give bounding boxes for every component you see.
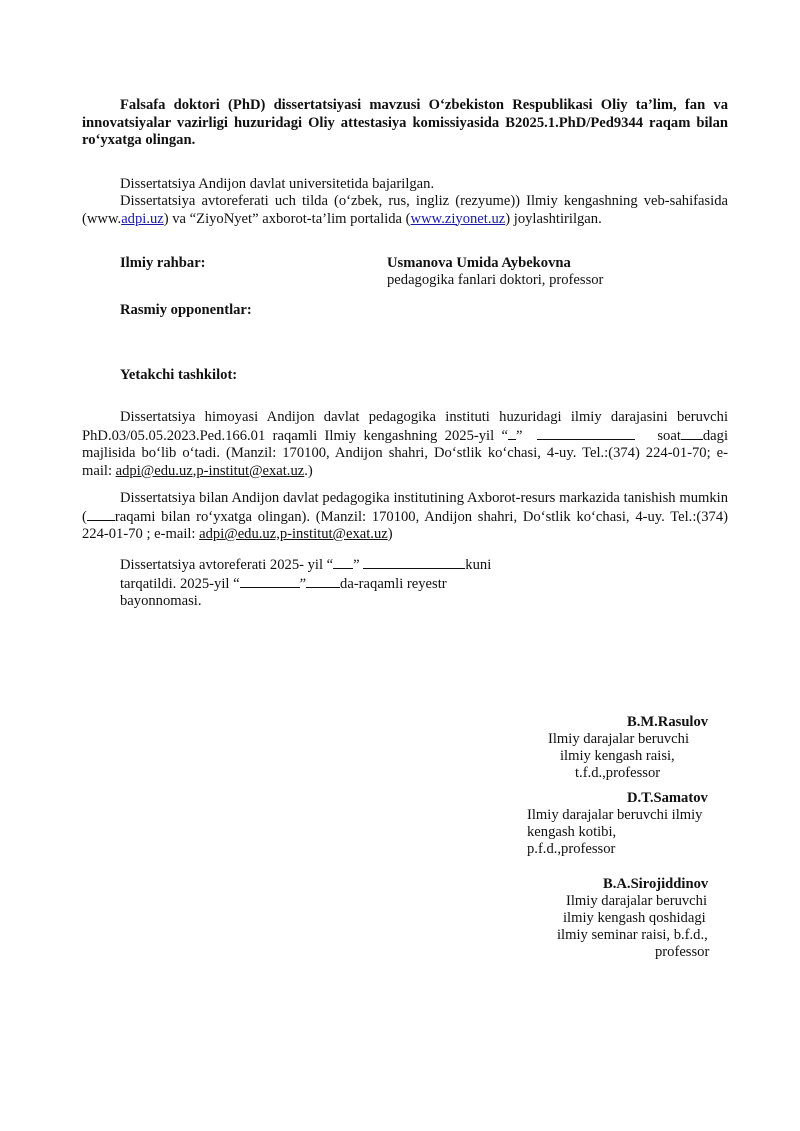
hour-blank[interactable]: [681, 427, 703, 440]
signature-1-name: B.M.Rasulov: [627, 714, 709, 730]
library-email[interactable]: adpi@edu.uz,p-institut@exat.uz: [199, 526, 388, 542]
supervisor-name: Usmanova Umida Aybekovna: [387, 255, 571, 271]
signature-3-line-2: ilmiy kengash qoshidagi: [563, 910, 706, 926]
signature-3-line-3: ilmiy seminar raisi, b.f.d.,: [557, 927, 708, 943]
library-text-c: ): [387, 526, 393, 542]
signature-3-line-1: Ilmiy darajalar beruvchi: [566, 893, 708, 909]
signature-1-line-3: t.f.d.,professor: [575, 765, 661, 781]
signature-1-line-1: Ilmiy darajalar beruvchi: [548, 731, 690, 747]
distribution-text-f: da-raqamli reyestr: [340, 575, 447, 592]
distribution-line-1: [120, 556, 520, 575]
intro-line-1: [120, 176, 730, 194]
signature-2-line-1: Ilmiy darajalar beruvchi ilmiy: [527, 807, 703, 823]
distribution-block: [120, 556, 520, 611]
signature-2-name: D.T.Samatov: [627, 790, 708, 806]
distribution-line-3: bayonnomasi.: [120, 593, 202, 609]
defense-email[interactable]: adpi@edu.uz,p-institut@exat.uz: [115, 462, 305, 479]
library-text-b: raqami bilan ro‘yxatga olingan). (Manzil: 170100, Andijon shahri, Do‘stlik ko‘chasi, 4-uy. Tel.:(374) 224-01-70 ; e-mail:: [82, 508, 728, 542]
intro-line-1-text: Dissertatsiya Andijon davlat universitetida bajarilgan.: [120, 176, 435, 192]
defense-text-c: soat: [657, 427, 681, 444]
defense-paragraph: [82, 409, 728, 480]
signature-2-line-2: kengash kotibi,: [527, 824, 617, 840]
signature-3-line-4: professor: [655, 944, 710, 960]
distribution-text-e: ”: [299, 575, 307, 592]
month-blank[interactable]: [537, 427, 635, 440]
distribution-text-b: ”: [353, 557, 360, 573]
distribution-number-blank[interactable]: [306, 575, 340, 588]
signature-1-line-2: ilmiy kengash raisi,: [560, 748, 675, 764]
adpi-link[interactable]: adpi.uz: [121, 210, 164, 227]
library-paragraph: [82, 490, 728, 544]
defense-text-e: .): [304, 462, 313, 479]
supervisor-title: pedagogika fanlari doktori, professor: [387, 272, 604, 288]
day-blank[interactable]: [508, 427, 516, 440]
distribution-month-blank[interactable]: [363, 556, 465, 569]
distribution-day-blank[interactable]: [333, 556, 353, 569]
library-text-a: Dissertatsiya bilan Andijon davlat pedagogika institutining Axborot-resurs markazida tanishish mumkin (: [82, 490, 728, 525]
registration-paragraph: [82, 97, 728, 150]
opponents-label: Rasmiy opponentlar:: [120, 302, 252, 318]
intro-text-b: ) va “ZiyoNyet” axborot-ta’lim portalida (: [163, 210, 411, 227]
defense-text-b: ”: [516, 427, 523, 444]
distribution-text-a: Dissertatsiya avtoreferati 2025- yil “: [120, 557, 334, 573]
intro-text-c: ) joylashtirilgan.: [505, 210, 602, 227]
distribution-date-blank[interactable]: [240, 575, 300, 588]
defense-text-a: Dissertatsiya himoyasi Andijon davlat pedagogika instituti huzuridagi ilmiy darajasini beruvchi PhD.03/05.05.2023.Ped.166.01 raqamli Ilmiy kengashning 2025-yil “: [82, 409, 728, 444]
registry-number-blank[interactable]: [87, 508, 115, 521]
signature-2-line-3: p.f.d.,professor: [527, 841, 616, 857]
defense-text-d: dagi majlisida bo‘lib o‘tadi. (Manzil: 170100, Andijon shahri, Do‘stlik ko‘chasi, 4-uy. Tel.:(374) 224-01-70; e- mail:: [82, 427, 729, 479]
leading-org-label: Yetakchi tashkilot:: [120, 367, 238, 383]
ziyonet-link[interactable]: www.ziyonet.uz: [410, 210, 506, 227]
intro-text-a: Dissertatsiya avtoreferati uch tilda (o‘zbek, rus, ingliz (rezyume)) Ilmiy kengashning veb-sahifasida (www.: [82, 193, 728, 227]
registration-text: Falsafa doktori (PhD) dissertatsiyasi mavzusi O‘zbekiston Respublikasi Oliy ta’lim, fan va innovatsiyalar vazirligi huzuridagi Oliy attestasiya komissiyasida B2025.1.PhD/Ped9344 raqam bilan ro‘yxatga olingan.: [82, 97, 728, 148]
distribution-text-c: kuni: [465, 557, 492, 573]
supervisor-label: Ilmiy rahbar:: [120, 255, 206, 271]
intro-line-2: [82, 193, 728, 228]
distribution-line-2: [120, 575, 520, 594]
distribution-text-d: tarqatildi. 2025-yil “: [120, 575, 240, 592]
signature-3-name: B.A.Sirojiddinov: [603, 876, 709, 892]
